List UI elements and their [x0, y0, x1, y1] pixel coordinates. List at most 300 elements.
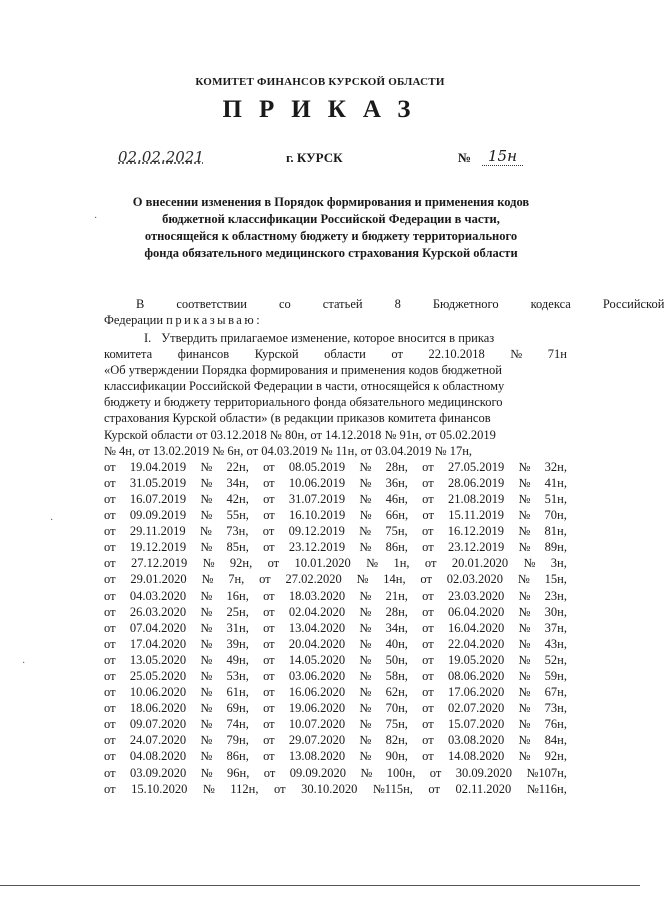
- subject-line: бюджетной классификации Российской Федерации в части,: [162, 212, 500, 226]
- body-token: 25н,: [226, 604, 249, 619]
- body-token: №: [518, 459, 531, 474]
- body-token: 18.03.2020: [288, 588, 346, 603]
- body-token: 70н,: [544, 508, 567, 523]
- body-token: №: [518, 685, 531, 700]
- body-token: 17.04.2020: [129, 636, 187, 651]
- body-line: [104, 620, 567, 636]
- body-token: 27.02.2020: [285, 572, 342, 587]
- body-line: [104, 410, 567, 426]
- body-token: 28н,: [385, 459, 408, 474]
- body-token: 29.01.2020: [130, 572, 187, 587]
- body-token: №: [200, 749, 213, 764]
- body-token: 16.10.2019: [289, 508, 346, 523]
- body-token: 23.12.2019: [447, 540, 505, 555]
- body-token: №: [518, 652, 531, 667]
- subject-line: относящейся к областному бюджету и бюджету территориального: [144, 229, 518, 243]
- body-token: бюджету и бюджету территориального фонда обязательного медицинского: [104, 395, 503, 410]
- body-token: 96н,: [227, 765, 250, 780]
- body-token: №: [518, 733, 531, 748]
- body-token: от: [428, 781, 440, 796]
- body-token: №: [200, 717, 213, 732]
- body-token: 02.11.2020: [455, 781, 512, 796]
- body-token: №: [201, 572, 214, 587]
- body-token: от: [263, 652, 275, 667]
- body-token: 08.05.2019: [288, 459, 346, 474]
- body-token: 84н,: [544, 733, 567, 748]
- body-token: 81н,: [544, 524, 567, 539]
- body-token: 14.05.2020: [288, 652, 346, 667]
- body-line: [104, 668, 567, 684]
- scan-dot: ·: [22, 658, 26, 669]
- body-token: №: [200, 508, 213, 523]
- body-token: 03.09.2020: [129, 765, 187, 780]
- body-token: 09.09.2019: [129, 508, 187, 523]
- body-line: [104, 700, 567, 716]
- body-token: от: [422, 701, 434, 716]
- order-city: г. КУРСК: [286, 150, 343, 165]
- order-verb: приказываю:: [166, 313, 263, 327]
- body-token: 13.04.2020: [288, 620, 346, 635]
- body-token: от: [263, 749, 275, 764]
- body-token: 31.05.2019: [129, 475, 187, 490]
- body-token: «Об утверждении Порядка формирования и применения кодов бюджетной: [104, 363, 502, 378]
- body-token: от: [104, 749, 116, 764]
- body-token: от: [104, 491, 116, 506]
- body-token: 73н,: [226, 524, 249, 539]
- body-line: [104, 378, 567, 394]
- body-token: №: [356, 572, 369, 587]
- body-token: 20.01.2020: [451, 556, 509, 571]
- body-line: [104, 459, 567, 475]
- body-token: от: [104, 524, 116, 539]
- body-token: 15.11.2019: [448, 508, 505, 523]
- body-token: 14.08.2020: [447, 749, 505, 764]
- body-token: 22.10.2018: [428, 347, 485, 362]
- body-token: от: [263, 620, 275, 635]
- body-token: 52н,: [544, 652, 567, 667]
- body-token: от: [263, 765, 276, 780]
- body-token: от: [422, 749, 434, 764]
- body-token: №: [200, 475, 213, 490]
- body-token: №: [359, 733, 372, 748]
- body-token: финансов: [177, 347, 230, 362]
- body-token: 69н,: [226, 701, 249, 716]
- body-token: 27.12.2019: [130, 556, 188, 571]
- body-token: от: [104, 459, 116, 474]
- body-token: от: [104, 685, 116, 700]
- body-token: №107н,: [526, 765, 567, 780]
- body-token: от: [263, 701, 275, 716]
- body-token: 51н,: [544, 491, 567, 506]
- body-token: от: [422, 475, 434, 490]
- body-token: 20.04.2020: [288, 636, 346, 651]
- body-token: №: [200, 588, 213, 603]
- subject-line: О внесении изменения в Порядок формирования и применения кодов: [132, 195, 530, 209]
- body-token: Курской области от 03.12.2018 № 80н, от 14.12.2018 № 91н, от 05.02.2019: [104, 427, 496, 442]
- body-line: [104, 571, 567, 587]
- body-token: от: [422, 733, 434, 748]
- body-token: от: [263, 540, 275, 555]
- body-line: [104, 443, 567, 459]
- body-token: от: [104, 620, 116, 635]
- body-token: 92н,: [229, 556, 253, 571]
- body-token: области: [324, 347, 366, 362]
- body-token: 25.05.2020: [129, 668, 187, 683]
- body-token: №: [518, 701, 531, 716]
- body-line: [104, 765, 567, 781]
- body-token: 06.04.2020: [447, 604, 505, 619]
- body-token: от: [421, 524, 434, 539]
- body-token: от: [104, 701, 116, 716]
- body-token: 22н,: [226, 459, 249, 474]
- body-token: 92н,: [544, 749, 567, 764]
- body-token: страхования Курской области» (в редакции приказов комитета финансов: [104, 411, 491, 426]
- body-line: [104, 636, 567, 652]
- body-token: 34н,: [226, 475, 249, 490]
- body-token: №: [366, 556, 379, 571]
- body-token: 15.10.2020: [131, 781, 188, 796]
- body-token: 26.03.2020: [129, 604, 187, 619]
- body-token: №116н,: [526, 781, 567, 796]
- body-token: №: [200, 685, 213, 700]
- body-token: 42н,: [226, 491, 249, 506]
- body-token: №: [200, 668, 213, 683]
- body-token: 31.07.2019: [288, 491, 346, 506]
- body-token: 16.07.2019: [129, 491, 187, 506]
- body-line: [104, 507, 567, 523]
- body-token: 09.12.2019: [288, 524, 345, 539]
- body-token: 100н,: [386, 765, 416, 780]
- body-token: 17.06.2020: [447, 685, 505, 700]
- body-token: от: [422, 604, 434, 619]
- body-token: 31н,: [226, 620, 249, 635]
- body-token: от: [104, 508, 116, 523]
- body-token: №: [518, 588, 531, 603]
- body-token: Курской: [254, 347, 299, 362]
- body-token: 03.06.2020: [288, 668, 346, 683]
- body-token: 09.09.2020: [289, 765, 346, 780]
- body-token: №: [359, 475, 372, 490]
- body-token: 21н,: [385, 588, 408, 603]
- body-token: №: [200, 733, 213, 748]
- body-token: от: [429, 765, 442, 780]
- body-line: [104, 604, 567, 620]
- word: соответствии: [176, 297, 247, 311]
- body-token: 08.06.2020: [447, 668, 505, 683]
- body-token: №: [359, 588, 372, 603]
- body-token: 21.08.2019: [447, 491, 505, 506]
- body-token: 19.04.2019: [129, 459, 187, 474]
- body-token: 85н,: [226, 540, 249, 555]
- body-token: 13.08.2020: [288, 749, 346, 764]
- body-token: №: [359, 508, 372, 523]
- body-token: 90н,: [385, 749, 408, 764]
- body-token: №: [200, 765, 213, 780]
- body-line: [104, 555, 567, 571]
- body-token: 50н,: [385, 652, 408, 667]
- organization-name: КОМИТЕТ ФИНАНСОВ КУРСКОЙ ОБЛАСТИ: [195, 76, 445, 88]
- body-token: от: [422, 491, 434, 506]
- body-token: 02.04.2020: [288, 604, 346, 619]
- body-token: №: [359, 620, 372, 635]
- body-token: №: [517, 572, 530, 587]
- body-line: [104, 684, 567, 700]
- body-token: 15.07.2020: [447, 717, 505, 732]
- body-token: №: [359, 491, 372, 506]
- body-token: №: [359, 717, 372, 732]
- body-token: 19.06.2020: [288, 701, 346, 716]
- body-token: 28.06.2019: [447, 475, 505, 490]
- body-token: 14н,: [383, 572, 406, 587]
- body-token: от: [104, 717, 116, 732]
- body-token: от: [104, 781, 116, 796]
- body-token: №: [359, 636, 372, 651]
- body-token: 34н,: [385, 620, 408, 635]
- body-token: 24.07.2020: [129, 733, 187, 748]
- body-token: №: [200, 620, 213, 635]
- body-token: 40н,: [385, 636, 408, 651]
- body-token: от: [422, 652, 434, 667]
- body-token: 62н,: [385, 685, 408, 700]
- body-token: от: [263, 717, 275, 732]
- body-token: 10.01.2020: [294, 556, 351, 571]
- body-token: от: [267, 556, 280, 571]
- body-token: от: [263, 588, 275, 603]
- page-bottom-rule: [0, 885, 640, 886]
- body-line: [104, 652, 567, 668]
- body-token: №: [200, 636, 213, 651]
- scan-dot: ·: [94, 213, 98, 224]
- body-token: 58н,: [385, 668, 408, 683]
- body-token: от: [422, 620, 434, 635]
- body-token: №: [200, 491, 213, 506]
- body-token: 61н,: [226, 685, 249, 700]
- body-token: 37н,: [544, 620, 567, 635]
- word: Бюджетного: [432, 297, 499, 311]
- body-token: 22.04.2020: [447, 636, 505, 651]
- body-token: от: [422, 685, 434, 700]
- body-token: от: [104, 652, 116, 667]
- body-token: 30.10.2020: [301, 781, 358, 796]
- body-line: [104, 362, 567, 378]
- body-token: №: [518, 491, 531, 506]
- body-token: 86н,: [226, 749, 249, 764]
- body-token: 7н,: [228, 572, 245, 587]
- body-token: 74н,: [226, 717, 249, 732]
- body-token: №: [518, 749, 531, 764]
- body-token: от: [262, 524, 275, 539]
- body-line: [104, 475, 567, 491]
- body-token: 39н,: [226, 636, 249, 651]
- body-token: от: [263, 636, 275, 651]
- preamble-prefix: Федерации: [104, 313, 164, 327]
- body-token: от: [422, 636, 434, 651]
- word: Российской: [602, 297, 664, 311]
- body-token: 66н,: [385, 508, 409, 523]
- body-token: №: [359, 540, 372, 555]
- preamble: [104, 296, 664, 328]
- body-line: [104, 748, 567, 764]
- word: кодекса: [530, 297, 571, 311]
- body-token: №: [518, 620, 531, 635]
- body-token: №: [359, 668, 372, 683]
- body-token: 28н,: [385, 604, 408, 619]
- body-token: от: [104, 540, 116, 555]
- body-token: I.: [144, 331, 152, 345]
- body-token: 03.08.2020: [447, 733, 505, 748]
- body-line: [104, 781, 567, 797]
- body-token: №: [518, 475, 531, 490]
- body-token: классификации Российской Федерации в части, относящейся к областному: [104, 379, 505, 394]
- body-token: №: [202, 781, 215, 796]
- body-token: 10.06.2020: [129, 685, 187, 700]
- word: В: [136, 297, 145, 311]
- body-token: 16.04.2020: [447, 620, 505, 635]
- body-token: №: [200, 604, 213, 619]
- body-token: 55н,: [226, 508, 249, 523]
- body-line: [104, 346, 567, 362]
- subject-line: фонда обязательного медицинского страхования Курской области: [144, 246, 518, 260]
- body-token: от: [263, 459, 275, 474]
- body-token: 27.05.2019: [447, 459, 505, 474]
- body-token: 04.08.2020: [129, 749, 187, 764]
- body-token: №: [359, 524, 372, 539]
- body-token: от: [422, 459, 434, 474]
- body-token: от: [104, 475, 116, 490]
- word: со: [278, 297, 291, 311]
- body-token: №: [202, 556, 215, 571]
- body-token: №: [359, 604, 372, 619]
- body-line: [104, 330, 567, 346]
- body-token: 73н,: [544, 701, 567, 716]
- body-line: [104, 394, 567, 410]
- body-token: Утвердить прилагаемое изменение, которое вносится в приказ: [161, 331, 495, 345]
- body-token: 30.09.2020: [455, 765, 513, 780]
- body-token: №: [200, 652, 213, 667]
- body-token: от: [424, 556, 437, 571]
- body-token: 23.03.2020: [447, 588, 505, 603]
- body-token: 59н,: [544, 668, 567, 683]
- body-token: 29.07.2020: [288, 733, 346, 748]
- body-token: от: [420, 572, 432, 587]
- body-token: 10.06.2019: [288, 475, 346, 490]
- body-token: от: [263, 508, 275, 523]
- body-token: от: [104, 733, 116, 748]
- body-token: № 4н, от 13.02.2019 № 6н, от 04.03.2019 № 11н, от 03.04.2019 № 17н,: [104, 443, 473, 458]
- body-line: [104, 539, 567, 555]
- body-token: 23.12.2019: [288, 540, 346, 555]
- order-date: 02.02.2021: [118, 148, 204, 166]
- body-token: от: [263, 604, 275, 619]
- body-token: 13.05.2020: [129, 652, 187, 667]
- body-token: от: [422, 717, 434, 732]
- body-token: 112н,: [230, 781, 259, 796]
- body-token: от: [273, 781, 286, 796]
- body-token: 02.03.2020: [446, 572, 504, 587]
- body-token: 07.04.2020: [129, 620, 187, 635]
- body-token: №: [518, 668, 531, 683]
- body-token: 82н,: [385, 733, 408, 748]
- body-token: от: [104, 572, 116, 587]
- body-token: от: [263, 491, 275, 506]
- body-token: №: [510, 347, 523, 362]
- body-token: от: [263, 685, 275, 700]
- body-token: от: [104, 668, 116, 683]
- body-token: от: [422, 540, 434, 555]
- body-token: 09.07.2020: [129, 717, 187, 732]
- body-token: №: [359, 685, 372, 700]
- body-line: [104, 491, 567, 507]
- body-token: 49н,: [226, 652, 249, 667]
- body-token: №: [518, 508, 531, 523]
- body-line: [104, 732, 567, 748]
- body-token: №: [200, 540, 213, 555]
- body-token: №: [200, 701, 213, 716]
- body-token: №: [518, 604, 531, 619]
- body-token: от: [422, 668, 434, 683]
- body-line: [104, 716, 567, 732]
- word: 8: [394, 297, 401, 311]
- body-token: 23н,: [544, 588, 567, 603]
- body-token: от: [104, 556, 116, 571]
- body-token: 19.12.2019: [129, 540, 187, 555]
- body-line: [104, 427, 567, 443]
- body-token: 75н,: [385, 717, 408, 732]
- body-token: 19.05.2020: [447, 652, 505, 667]
- body-token: №: [200, 459, 213, 474]
- order-subject: [95, 194, 567, 262]
- body-token: №: [518, 717, 531, 732]
- body-token: 76н,: [544, 717, 567, 732]
- scan-dot: ·: [50, 515, 54, 526]
- body-token: 29.11.2019: [129, 524, 186, 539]
- body-token: 70н,: [385, 701, 408, 716]
- body-token: 10.07.2020: [288, 717, 346, 732]
- body-token: 75н,: [385, 524, 408, 539]
- body-token: 30н,: [544, 604, 567, 619]
- body-token: 41н,: [544, 475, 567, 490]
- body-token: комитета: [104, 347, 153, 362]
- body-token: 32н,: [544, 459, 567, 474]
- body-token: от: [263, 668, 275, 683]
- body-token: 3н,: [550, 556, 567, 571]
- body-token: 71н: [547, 347, 567, 362]
- word: статьей: [322, 297, 363, 311]
- body-token: 16н,: [226, 588, 249, 603]
- body-token: №: [518, 636, 531, 651]
- body-token: 18.06.2020: [129, 701, 187, 716]
- body-token: №: [359, 701, 372, 716]
- body-token: №: [360, 765, 373, 780]
- body-token: №: [518, 540, 531, 555]
- body-token: 36н,: [385, 475, 408, 490]
- body-token: 46н,: [385, 491, 408, 506]
- body-token: от: [422, 588, 434, 603]
- body-token: №: [523, 556, 536, 571]
- body-token: от: [104, 604, 116, 619]
- order-meta: [0, 147, 640, 172]
- body-token: 16.06.2020: [288, 685, 346, 700]
- body-token: 16.12.2019: [447, 524, 505, 539]
- body-token: 02.07.2020: [447, 701, 505, 716]
- body-token: 79н,: [226, 733, 249, 748]
- order-body: [104, 330, 567, 797]
- body-token: 15н,: [544, 572, 567, 587]
- body-token: 86н,: [385, 540, 408, 555]
- body-token: 89н,: [544, 540, 567, 555]
- body-token: №: [359, 749, 372, 764]
- order-number: 15н: [482, 147, 523, 166]
